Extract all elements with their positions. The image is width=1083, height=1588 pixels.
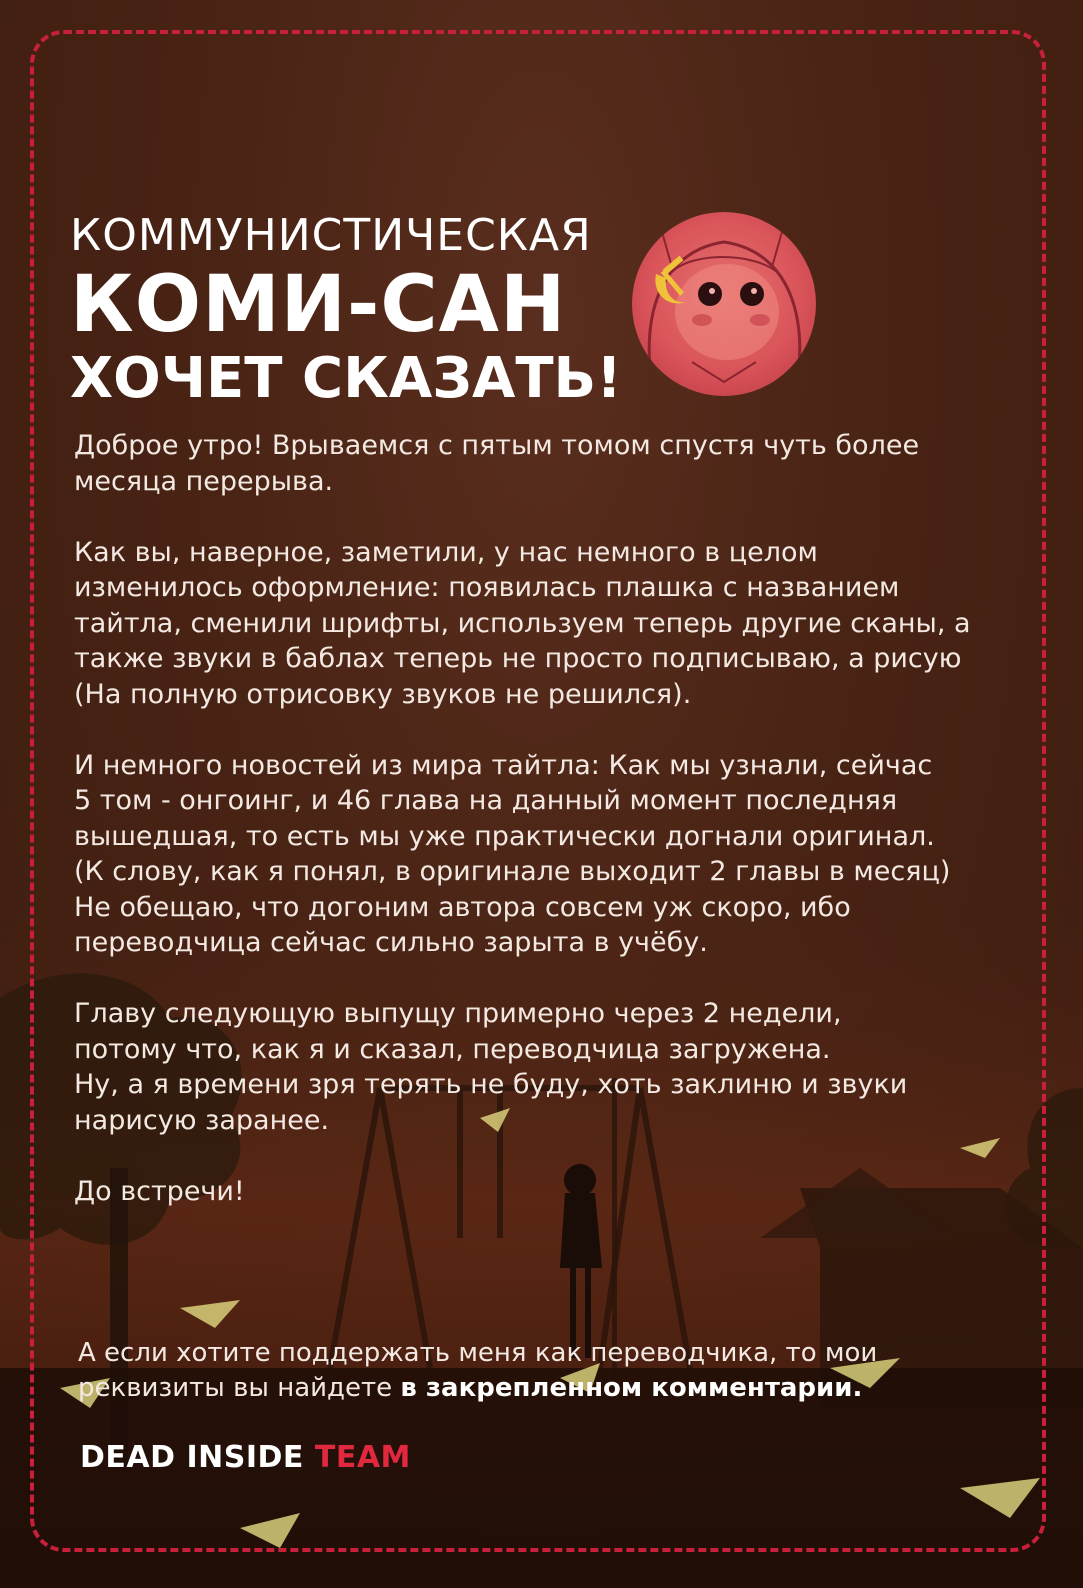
- team-name-red: TEAM: [314, 1440, 411, 1475]
- team-signature: [80, 1440, 411, 1475]
- paragraph-greeting: Доброе утро! Врываемся с пятым томом спустя чуть более месяца перерыва.: [74, 430, 920, 497]
- komi-san-avatar-icon: [632, 212, 816, 396]
- title-line-3: ХОЧЕТ СКАЗАТЬ!: [70, 346, 622, 411]
- paragraph-news: И немного новостей из мира тайтла: Как мы узнали, сейчас 5 том - онгоинг, и 46 глава на данный момент последняя вышедшая, то есть мы уже практически догнали оригинал. (К слову, как я понял, в оригинале выходит 2 главы в месяц) Не обещаю, что догоним автора совсем уж скоро, ибо переводчица сейчас сильно зарыта в учёбу.: [74, 749, 951, 958]
- paragraph-design-changes: Как вы, наверное, заметили, у нас немного в целом изменилось оформление: появилась плашка с названием тайтла, сменили шрифты, используем теперь другие сканы, а также звуки в баблах теперь не просто подписываю, а рисую (На полную отрисовку звуков не решился).: [74, 536, 971, 710]
- title-block: [70, 210, 630, 410]
- paragraph-next-chapter: Главу следующую выпущу примерно через 2 недели, потому что, как я и сказал, переводчица загружена. Ну, а я времени зря терять не буду, хоть заклиню и звуки нарисую заранее.: [74, 998, 908, 1136]
- title-line-1: КОММУНИСТИЧЕСКАЯ: [70, 210, 592, 261]
- support-bold-link[interactable]: в закрепленном комментарии.: [400, 1373, 863, 1403]
- support-text: А если хотите поддержать меня как переводчика, то мои реквизиты вы найдете: [78, 1338, 878, 1403]
- title-line-2: КОМИ-САН: [70, 260, 567, 350]
- message-body: [74, 428, 1004, 1245]
- avatar-drawing: [632, 212, 816, 396]
- support-note: [78, 1336, 998, 1406]
- team-name-white: DEAD INSIDE: [80, 1440, 304, 1475]
- paragraph-farewell: До встречи!: [74, 1175, 245, 1207]
